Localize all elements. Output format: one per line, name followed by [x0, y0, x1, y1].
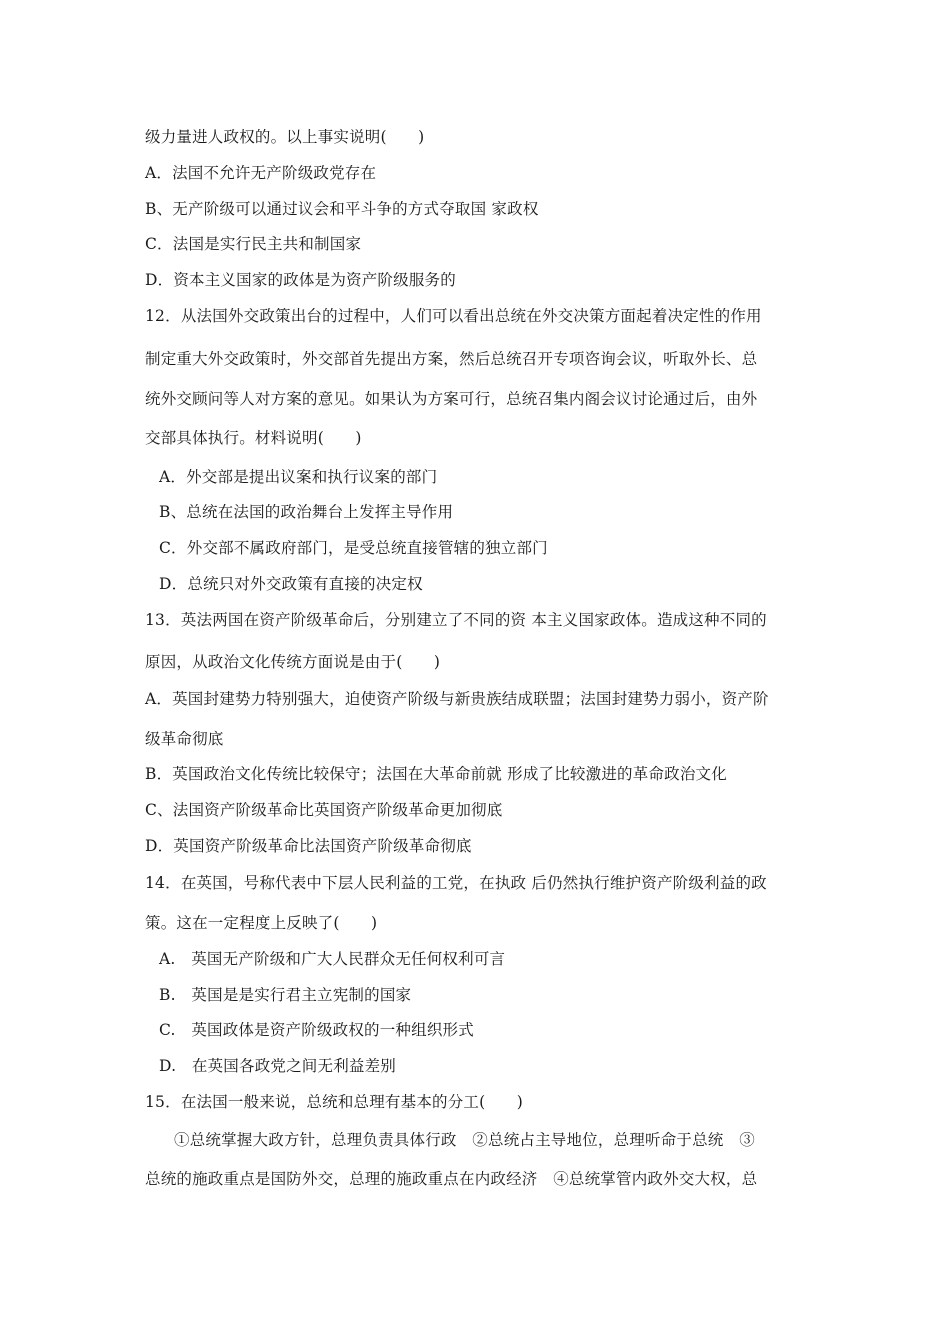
option-b: B. 英国是是实行君主立宪制的国家: [159, 986, 412, 1004]
text-line: 级力量进人政权的。以上事实说明( ): [145, 128, 425, 146]
question-14: 14．在英国，号称代表中下层人民利益的工党，在执政 后仍然执行维护资产阶级利益的政: [145, 874, 767, 892]
option-d: D．英国资产阶级革命比法国资产阶级革命彻底: [145, 837, 472, 855]
text-line: 制定重大外交政策时，外交部首先提出方案，然后总统召开专项咨询会议，听取外长、总: [145, 350, 758, 368]
question-12: 12．从法国外交政策出台的过程中，人们可以看出总统在外交决策方面起着决定性的作用: [145, 307, 762, 325]
text-line: 原因，从政治文化传统方面说是由于( ): [145, 653, 441, 671]
text-line: 策。这在一定程度上反映了( ): [145, 914, 378, 932]
option-d: D．资本主义国家的政体是为资产阶级服务的: [145, 271, 456, 289]
option-d: D．总统只对外交政策有直接的决定权: [159, 575, 423, 593]
option-a: A. 英国无产阶级和广大人民群众无任何权利可言: [159, 950, 506, 968]
text-line: 交部具体执行。材料说明( ): [145, 429, 362, 447]
question-15: 15．在法国一般来说，总统和总理有基本的分工( ): [145, 1093, 524, 1111]
option-a: A．外交部是提出议案和执行议案的部门: [159, 468, 438, 486]
option-b: B、总统在法国的政治舞台上发挥主导作用: [159, 503, 454, 521]
text-line: 总统的施政重点是国防外交，总理的施政重点在内政经济 ④总统掌管内政外交大权，总: [145, 1170, 758, 1188]
option-d: D. 在英国各政党之间无利益差别: [159, 1057, 397, 1075]
option-a: A．英国封建势力特别强大，迫使资产阶级与新贵族结成联盟；法国封建势力弱小，资产阶: [145, 690, 769, 708]
option-c: C．法国是实行民主共和制国家: [145, 235, 362, 253]
option-c: C、法国资产阶级革命比英国资产阶级革命更加彻底: [145, 801, 503, 819]
option-c: C. 英国政体是资产阶级政权的一种组织形式: [159, 1021, 474, 1039]
option-a: A．法国不允许无产阶级政党存在: [145, 164, 377, 182]
text-line: 统外交顾问等人对方案的意见。如果认为方案可行，总统召集内阁会议讨论通过后，由外: [145, 390, 758, 408]
question-13: 13．英法两国在资产阶级革命后，分别建立了不同的资 本主义国家政体。造成这种不同的: [145, 611, 767, 629]
option-c: C．外交部不属政府部门，是受总统直接管辖的独立部门: [159, 539, 548, 557]
option-b: B．英国政治文化传统比较保守；法国在大革命前就 形成了比较激进的革命政治文化: [145, 765, 727, 783]
option-b: B、无产阶级可以通过议会和平斗争的方式夺取国 家政权: [145, 200, 539, 218]
text-line: 级革命彻底: [145, 730, 224, 748]
text-line: ①总统掌握大政方针，总理负责具体行政 ②总统占主导地位，总理听命于总统 ③: [174, 1131, 755, 1149]
